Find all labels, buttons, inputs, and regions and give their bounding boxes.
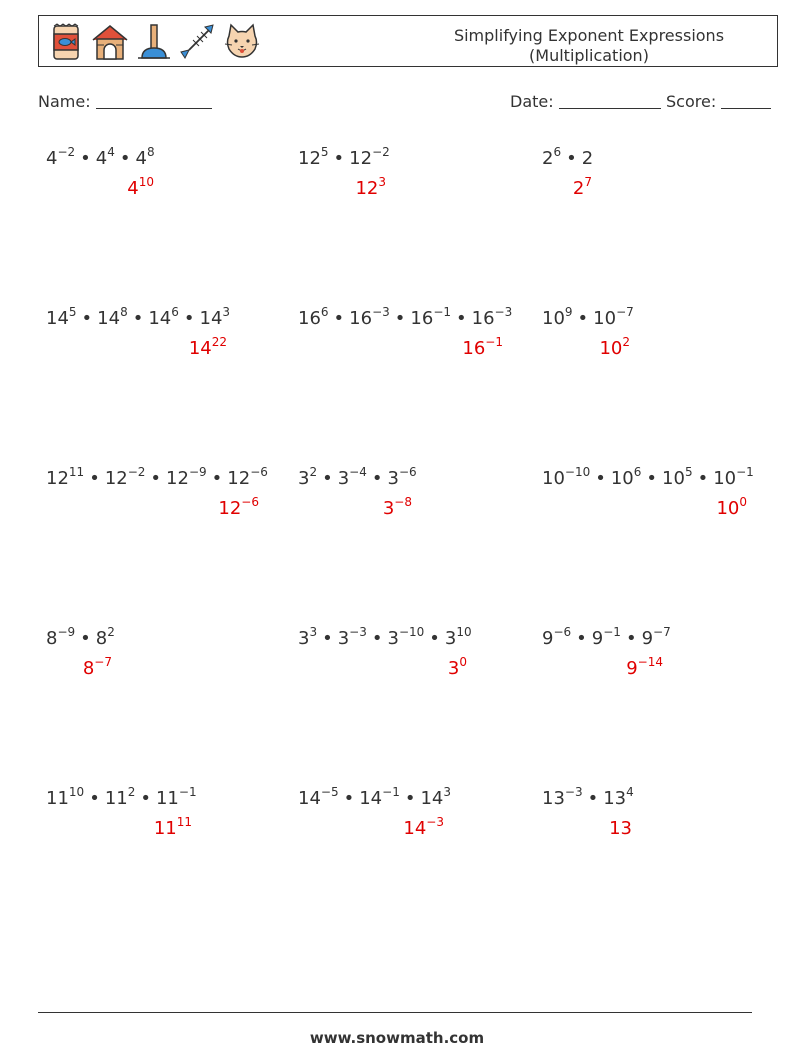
base: 3 (382, 498, 395, 519)
fish-food-bag-icon (45, 22, 87, 62)
multiply-dot: • (80, 628, 91, 649)
base: 9 (542, 628, 554, 649)
answer (153, 815, 192, 839)
power-term (46, 145, 76, 169)
answer (82, 655, 112, 679)
base: 14 (199, 308, 223, 329)
exponent: −1 (178, 785, 197, 799)
multiply-dot: • (322, 468, 333, 489)
answer (626, 655, 663, 679)
power-term (444, 625, 472, 649)
name-field[interactable] (38, 92, 212, 111)
power-term (46, 305, 77, 329)
exponent: −2 (127, 465, 146, 479)
base: 12 (166, 468, 189, 489)
dog-house-icon (89, 22, 131, 62)
problem-expression (298, 625, 472, 649)
answer (382, 495, 412, 519)
base: 4 (46, 148, 58, 169)
multiply-dot: • (625, 628, 637, 649)
exponent: 3 (443, 785, 452, 799)
exponent: 6 (320, 305, 329, 319)
base: 10 (542, 308, 565, 329)
base: 8 (82, 658, 95, 679)
answer (716, 495, 747, 519)
multiply-dot: • (697, 468, 709, 489)
power-term (603, 785, 634, 809)
power-term (298, 785, 339, 809)
base: 12 (104, 468, 128, 489)
exponent: −1 (485, 335, 503, 349)
exponent: 2 (107, 625, 115, 639)
date-field[interactable] (510, 92, 661, 111)
problem-expression (298, 145, 390, 169)
exponent: −4 (349, 465, 367, 479)
base: 12 (355, 178, 379, 199)
exponent: 9 (564, 305, 573, 319)
title-line-1: Simplifying Exponent Expressions (453, 26, 725, 45)
base: 13 (542, 788, 565, 809)
base: 10 (599, 338, 623, 359)
base: 12 (227, 468, 251, 489)
power-term (471, 305, 513, 329)
power-term (298, 145, 329, 169)
base: 11 (155, 788, 179, 809)
base: 14 (46, 308, 69, 329)
multiply-dot: • (577, 308, 589, 329)
base: 3 (447, 658, 460, 679)
exponent: 7 (584, 175, 592, 189)
power-term (542, 145, 562, 169)
base: 16 (410, 308, 434, 329)
exponent: −6 (553, 625, 572, 639)
exponent: 3 (309, 625, 318, 639)
base: 3 (337, 628, 350, 649)
score-label: Score: (666, 92, 717, 111)
exponent: 8 (146, 145, 155, 159)
plunger-icon (133, 22, 175, 62)
answer-power (355, 175, 386, 199)
base: 10 (593, 308, 617, 329)
base: 8 (95, 628, 108, 649)
exponent: 10 (138, 175, 154, 189)
power-term (227, 465, 268, 489)
power-term (359, 785, 400, 809)
power-term (582, 148, 593, 169)
multiply-dot: • (646, 468, 658, 489)
answer (609, 818, 632, 839)
problem-expression (542, 625, 671, 649)
power-term (135, 145, 155, 169)
worksheet-title (399, 26, 779, 66)
power-term (46, 785, 85, 809)
exponent: 0 (739, 495, 747, 509)
base: 14 (359, 788, 383, 809)
exponent: −3 (349, 625, 367, 639)
exponent: −3 (372, 305, 390, 319)
answer-power (716, 495, 747, 519)
exponent: 10 (68, 785, 85, 799)
power-term (542, 625, 572, 649)
power-term (713, 465, 754, 489)
base: 3 (387, 628, 399, 649)
multiply-dot: • (140, 788, 151, 809)
answer (127, 175, 154, 199)
multiply-dot: • (333, 308, 345, 329)
base: 16 (471, 308, 495, 329)
problem-expression (46, 465, 268, 489)
header-icons (45, 22, 263, 62)
exponent: 5 (68, 305, 77, 319)
power-term (104, 465, 146, 489)
base: 3 (298, 468, 310, 489)
exponent: 5 (684, 465, 693, 479)
base: 10 (542, 468, 565, 489)
exponent: 8 (120, 305, 128, 319)
name-line[interactable] (96, 92, 212, 109)
answer-power (599, 335, 630, 359)
multiply-dot: • (81, 308, 93, 329)
power-term (337, 625, 367, 649)
exponent: −1 (736, 465, 754, 479)
problem-expression (46, 625, 115, 649)
multiply-dot: • (80, 148, 91, 169)
answer-power (609, 818, 632, 839)
exponent: −10 (564, 465, 591, 479)
answer-power (382, 495, 412, 519)
problem-expression (298, 305, 513, 329)
base: 9 (591, 628, 604, 649)
multiply-dot: • (587, 788, 599, 809)
base: 12 (298, 148, 321, 169)
exponent: −1 (382, 785, 400, 799)
problem-expression (542, 145, 594, 169)
base: 4 (95, 148, 108, 169)
multiply-dot: • (183, 308, 195, 329)
base: 10 (610, 468, 634, 489)
exponent: 10 (456, 625, 472, 639)
power-term (46, 625, 76, 649)
power-term (542, 465, 591, 489)
multiply-dot: • (132, 308, 144, 329)
base: 3 (337, 468, 350, 489)
base: 9 (626, 658, 638, 679)
exponent: 2 (622, 335, 630, 349)
answer-power (153, 815, 192, 839)
answer (572, 175, 592, 199)
answer-power (82, 655, 112, 679)
power-term (542, 785, 583, 809)
fish-bone-icon (177, 22, 219, 62)
exponent: −1 (433, 305, 452, 319)
multiply-dot: • (343, 788, 355, 809)
power-term (410, 305, 452, 329)
name-label: Name: (38, 92, 91, 111)
power-term (298, 465, 318, 489)
exponent: 6 (171, 305, 179, 319)
exponent: −6 (241, 495, 259, 509)
base: 16 (462, 338, 486, 359)
base: 9 (641, 628, 654, 649)
base: 3 (444, 628, 457, 649)
power-term (387, 625, 425, 649)
exponent: −2 (57, 145, 76, 159)
base: 14 (403, 818, 427, 839)
power-term (610, 465, 642, 489)
multiply-dot: • (429, 628, 440, 649)
multiply-dot: • (404, 788, 416, 809)
base: 3 (298, 628, 310, 649)
footer-website: www.snowmath.com (309, 1029, 485, 1047)
worksheet-header (38, 15, 778, 67)
multiply-dot: • (371, 628, 383, 649)
power-term (641, 625, 671, 649)
base: 13 (603, 788, 627, 809)
base: 14 (298, 788, 321, 809)
base: 14 (97, 308, 121, 329)
power-term (387, 465, 417, 489)
exponent: 4 (626, 785, 634, 799)
exponent: −2 (372, 145, 390, 159)
multiply-dot: • (576, 628, 587, 649)
answer-power (218, 495, 259, 519)
problem-expression (46, 785, 197, 809)
exponent: 2 (309, 465, 318, 479)
exponent: 4 (107, 145, 115, 159)
base: 11 (153, 818, 177, 839)
problem-expression (542, 785, 634, 809)
title-line-2: (Multiplication) (529, 46, 649, 65)
problem-expression (46, 305, 231, 329)
score-field[interactable] (666, 92, 771, 111)
power-term (95, 625, 115, 649)
power-term (298, 625, 318, 649)
problem-expression (298, 465, 417, 489)
multiply-dot: • (89, 788, 100, 809)
exponent: −3 (564, 785, 583, 799)
answer-power (626, 655, 663, 679)
multiply-dot: • (394, 308, 406, 329)
exponent: −10 (398, 625, 425, 639)
power-term (148, 305, 179, 329)
exponent: 0 (459, 655, 467, 669)
exponent: 6 (633, 465, 642, 479)
score-line[interactable] (721, 92, 771, 109)
base: 14 (420, 788, 444, 809)
power-term (104, 785, 136, 809)
exponent: −1 (603, 625, 621, 639)
base: 4 (127, 178, 139, 199)
base: 2 (572, 178, 585, 199)
exponent: 2 (127, 785, 136, 799)
base: 10 (716, 498, 740, 519)
power-term (95, 145, 115, 169)
exponent: −7 (653, 625, 671, 639)
problem-expression (542, 305, 634, 329)
multiply-dot: • (89, 468, 100, 489)
multiply-dot: • (211, 468, 223, 489)
base: 14 (188, 338, 212, 359)
base: 12 (349, 148, 373, 169)
exponent: −8 (394, 495, 412, 509)
problem-expression (542, 465, 754, 489)
exponent: −6 (398, 465, 417, 479)
multiply-dot: • (150, 468, 162, 489)
base: 16 (349, 308, 373, 329)
exponent: 11 (176, 815, 192, 829)
exponent: −6 (250, 465, 268, 479)
base: 2 (542, 148, 554, 169)
base: 16 (298, 308, 321, 329)
answer (599, 335, 630, 359)
footer-divider (38, 1012, 752, 1013)
base: 3 (387, 468, 399, 489)
power-term (662, 465, 693, 489)
problem-expression (46, 145, 155, 169)
base: 13 (609, 818, 632, 839)
power-term (542, 305, 573, 329)
base: 14 (148, 308, 172, 329)
power-term (349, 305, 390, 329)
date-label: Date: (510, 92, 554, 111)
exponent: 22 (211, 335, 227, 349)
answer-power (403, 815, 444, 839)
answer (462, 335, 503, 359)
exponent: 6 (553, 145, 562, 159)
multiply-dot: • (119, 148, 131, 169)
answer (447, 655, 467, 679)
base: 10 (713, 468, 737, 489)
multiply-dot: • (371, 468, 383, 489)
base: 10 (662, 468, 685, 489)
base: 2 (581, 148, 594, 169)
answer (403, 815, 444, 839)
date-line[interactable] (559, 92, 661, 109)
multiply-dot: • (333, 148, 345, 169)
answer-power (447, 655, 467, 679)
exponent: −5 (320, 785, 339, 799)
exponent: 11 (68, 465, 85, 479)
base: 11 (46, 788, 69, 809)
exponent: −9 (57, 625, 76, 639)
power-term (46, 465, 85, 489)
exponent: −7 (94, 655, 112, 669)
base: 8 (46, 628, 58, 649)
answer-power (462, 335, 503, 359)
power-term (593, 305, 634, 329)
power-term (349, 145, 390, 169)
power-term (199, 305, 231, 329)
answer (218, 495, 259, 519)
answer (355, 175, 386, 199)
power-term (298, 305, 329, 329)
answer (188, 335, 227, 359)
multiply-dot: • (566, 148, 577, 169)
exponent: −9 (188, 465, 207, 479)
exponent: −3 (426, 815, 444, 829)
multiply-dot: • (456, 308, 467, 329)
answer-power (188, 335, 227, 359)
base: 12 (218, 498, 242, 519)
problem-expression (298, 785, 452, 809)
answer-power (127, 175, 154, 199)
power-term (420, 785, 452, 809)
exponent: 3 (378, 175, 386, 189)
exponent: −3 (494, 305, 513, 319)
exponent: −7 (616, 305, 634, 319)
multiply-dot: • (322, 628, 333, 649)
base: 11 (104, 788, 128, 809)
exponent: 5 (320, 145, 329, 159)
answer-power (572, 175, 592, 199)
multiply-dot: • (595, 468, 606, 489)
power-term (155, 785, 197, 809)
base: 12 (46, 468, 69, 489)
exponent: −14 (637, 655, 663, 669)
exponent: 3 (222, 305, 231, 319)
power-term (591, 625, 621, 649)
power-term (337, 465, 367, 489)
base: 4 (135, 148, 147, 169)
power-term (97, 305, 128, 329)
power-term (166, 465, 207, 489)
cat-face-icon (221, 22, 263, 62)
